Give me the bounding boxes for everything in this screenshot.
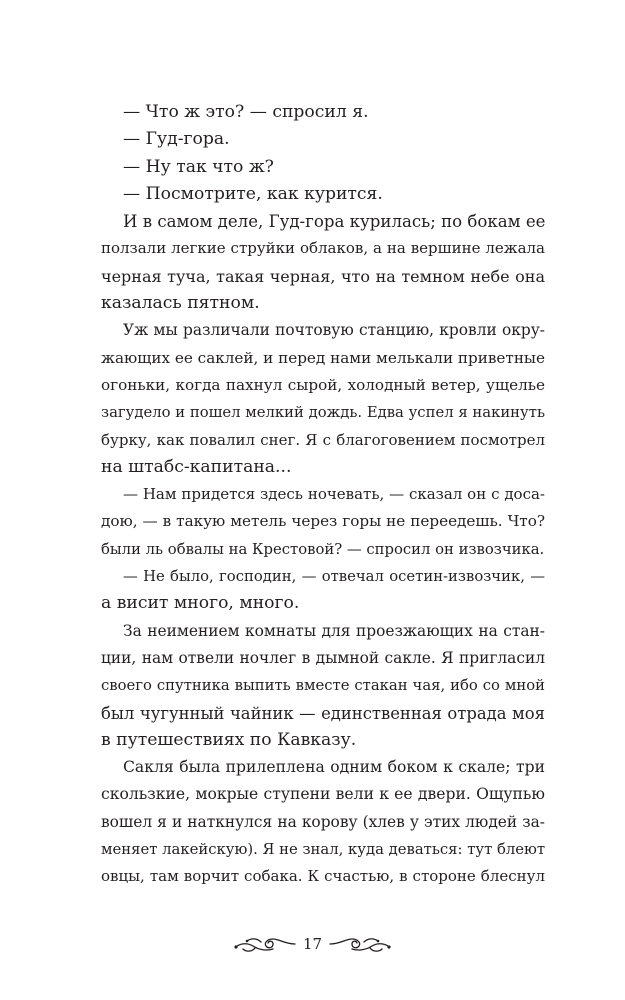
- flourish-right-icon: [328, 933, 392, 955]
- paragraph: [101, 126, 545, 153]
- paragraph: [101, 481, 545, 563]
- text-line: меняет лакейскую). Я не знал, куда деваться: тут блеют: [101, 841, 546, 859]
- text-line: Уж мы различали почтовую станцию, кровли окру-: [123, 321, 545, 340]
- page-number: 17: [302, 935, 323, 953]
- text-line: И в самом деле, Гуд-гора курилась; по бокам ее: [123, 212, 546, 232]
- paragraph: [101, 99, 545, 126]
- paragraph: [101, 181, 545, 208]
- text-line: скользкие, мокрые ступени вели к ее двери. Ощупью: [101, 785, 545, 804]
- text-line: казалась пятном.: [101, 293, 260, 314]
- text-line: — Нам придется здесь ночевать, — сказал он с доса-: [123, 485, 545, 504]
- text-line: черная туча, такая черная, что на темном небе она: [101, 266, 545, 286]
- text-line: на штабс-капитана...: [101, 456, 292, 477]
- text-line: За неимением комнаты для проезжающих на стан-: [123, 621, 545, 640]
- paragraph: [101, 563, 545, 618]
- text-line: дою, — в такую метель через горы не переедешь. Что?: [101, 512, 545, 531]
- text-line: жающих ее саклей, и перед нами мелькали приветные: [101, 348, 546, 367]
- text-line: вошел я и наткнулся на корову (хлев у этих людей за-: [101, 812, 545, 831]
- text-line: а висит много, много.: [101, 593, 300, 614]
- text-line: ции, нам отвели ночлег в дымной сакле. Я пригласил: [101, 648, 545, 667]
- text-line: загудело и пошел мелкий дождь. Едва успел я накинуть: [101, 404, 545, 422]
- body-text: [101, 99, 545, 891]
- text-line: в путешествиях по Кавказу.: [101, 729, 357, 750]
- paragraph: [101, 618, 545, 754]
- text-line: бурку, как повалил снег. Я с благоговением посмотрел: [101, 430, 545, 449]
- paragraph: [101, 208, 545, 317]
- text-line: — Ну так что ж?: [123, 156, 274, 177]
- text-line: — Посмотрите, как курится.: [123, 183, 383, 204]
- text-line: ползали легкие струйки облаков, а на вершине лежала: [101, 239, 545, 258]
- text-line: — Что ж это? — спросил я.: [123, 102, 369, 122]
- text-line: — Не было, господин, — отвечал осетин-извозчик, —: [123, 568, 545, 586]
- text-line: были ль обвалы на Крестовой? — спросил он извозчика.: [101, 540, 545, 558]
- flourish-left-icon: [233, 933, 297, 955]
- text-line: овцы, там ворчит собака. К счастью, в стороне блеснул: [101, 867, 545, 886]
- text-line: Сакля была прилеплена одним боком к скале; три: [123, 758, 545, 777]
- paragraph: [101, 754, 545, 890]
- paragraph: [101, 154, 545, 181]
- text-line: огоньки, когда пахнул сырой, холодный ветер, ущелье: [101, 375, 545, 394]
- folio: [0, 930, 625, 958]
- paragraph: [101, 317, 545, 481]
- text-line: был чугунный чайник — единственная отрада моя: [101, 703, 545, 723]
- text-line: — Гуд-гора.: [123, 129, 230, 150]
- text-line: своего спутника выпить вместе стакан чая, ибо со мной: [101, 677, 545, 695]
